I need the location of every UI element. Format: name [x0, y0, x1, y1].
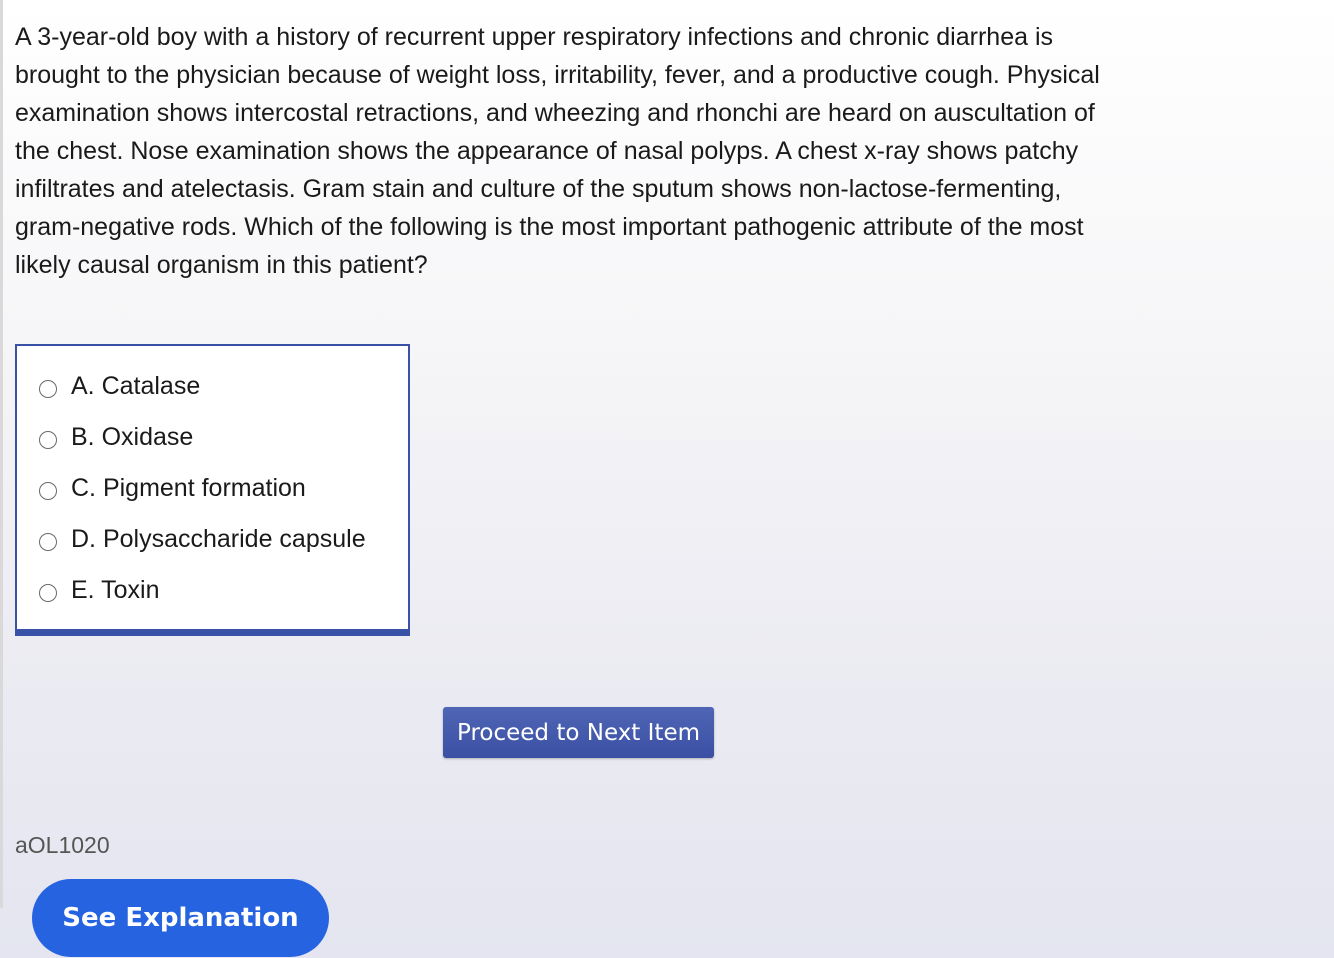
- radio-icon[interactable]: [39, 380, 57, 398]
- choice-label[interactable]: B. Oxidase: [71, 422, 194, 451]
- answer-choices-panel: [15, 344, 410, 636]
- choice-label[interactable]: A. Catalase: [71, 371, 201, 400]
- radio-icon[interactable]: [39, 584, 57, 602]
- choice-label[interactable]: E. Toxin: [71, 575, 160, 604]
- choice-e[interactable]: [39, 570, 159, 610]
- choice-label[interactable]: C. Pigment formation: [71, 473, 306, 502]
- proceed-to-next-item-button[interactable]: Proceed to Next Item: [443, 707, 714, 758]
- choice-label[interactable]: D. Polysaccharide capsule: [71, 524, 366, 553]
- radio-icon[interactable]: [39, 431, 57, 449]
- radio-icon[interactable]: [39, 533, 57, 551]
- choice-b[interactable]: [39, 417, 193, 457]
- radio-icon[interactable]: [39, 482, 57, 500]
- left-border: [0, 0, 3, 908]
- item-id: aOL1020: [15, 832, 110, 858]
- choice-c[interactable]: [39, 468, 306, 508]
- see-explanation-button[interactable]: See Explanation: [32, 879, 329, 957]
- question-stem: A 3-year-old boy with a history of recurrent upper respiratory infections and chronic diarrhea is brought to the physician because of weight loss, irritability, fever, and a productive cough. Physical examination shows intercostal retractions, and wheezing and rhonchi are heard on auscultation of the chest. Nose examination shows the appearance of nasal polyps. A chest x-ray shows patchy infiltrates and atelectasis. Gram stain and culture of the sputum shows non-lactose-fermenting, gram-negative rods. Which of the following is the most important pathogenic attribute of the most likely causal organism in this patient?: [15, 23, 1100, 279]
- choice-a[interactable]: [39, 366, 200, 406]
- choice-d[interactable]: [39, 519, 366, 559]
